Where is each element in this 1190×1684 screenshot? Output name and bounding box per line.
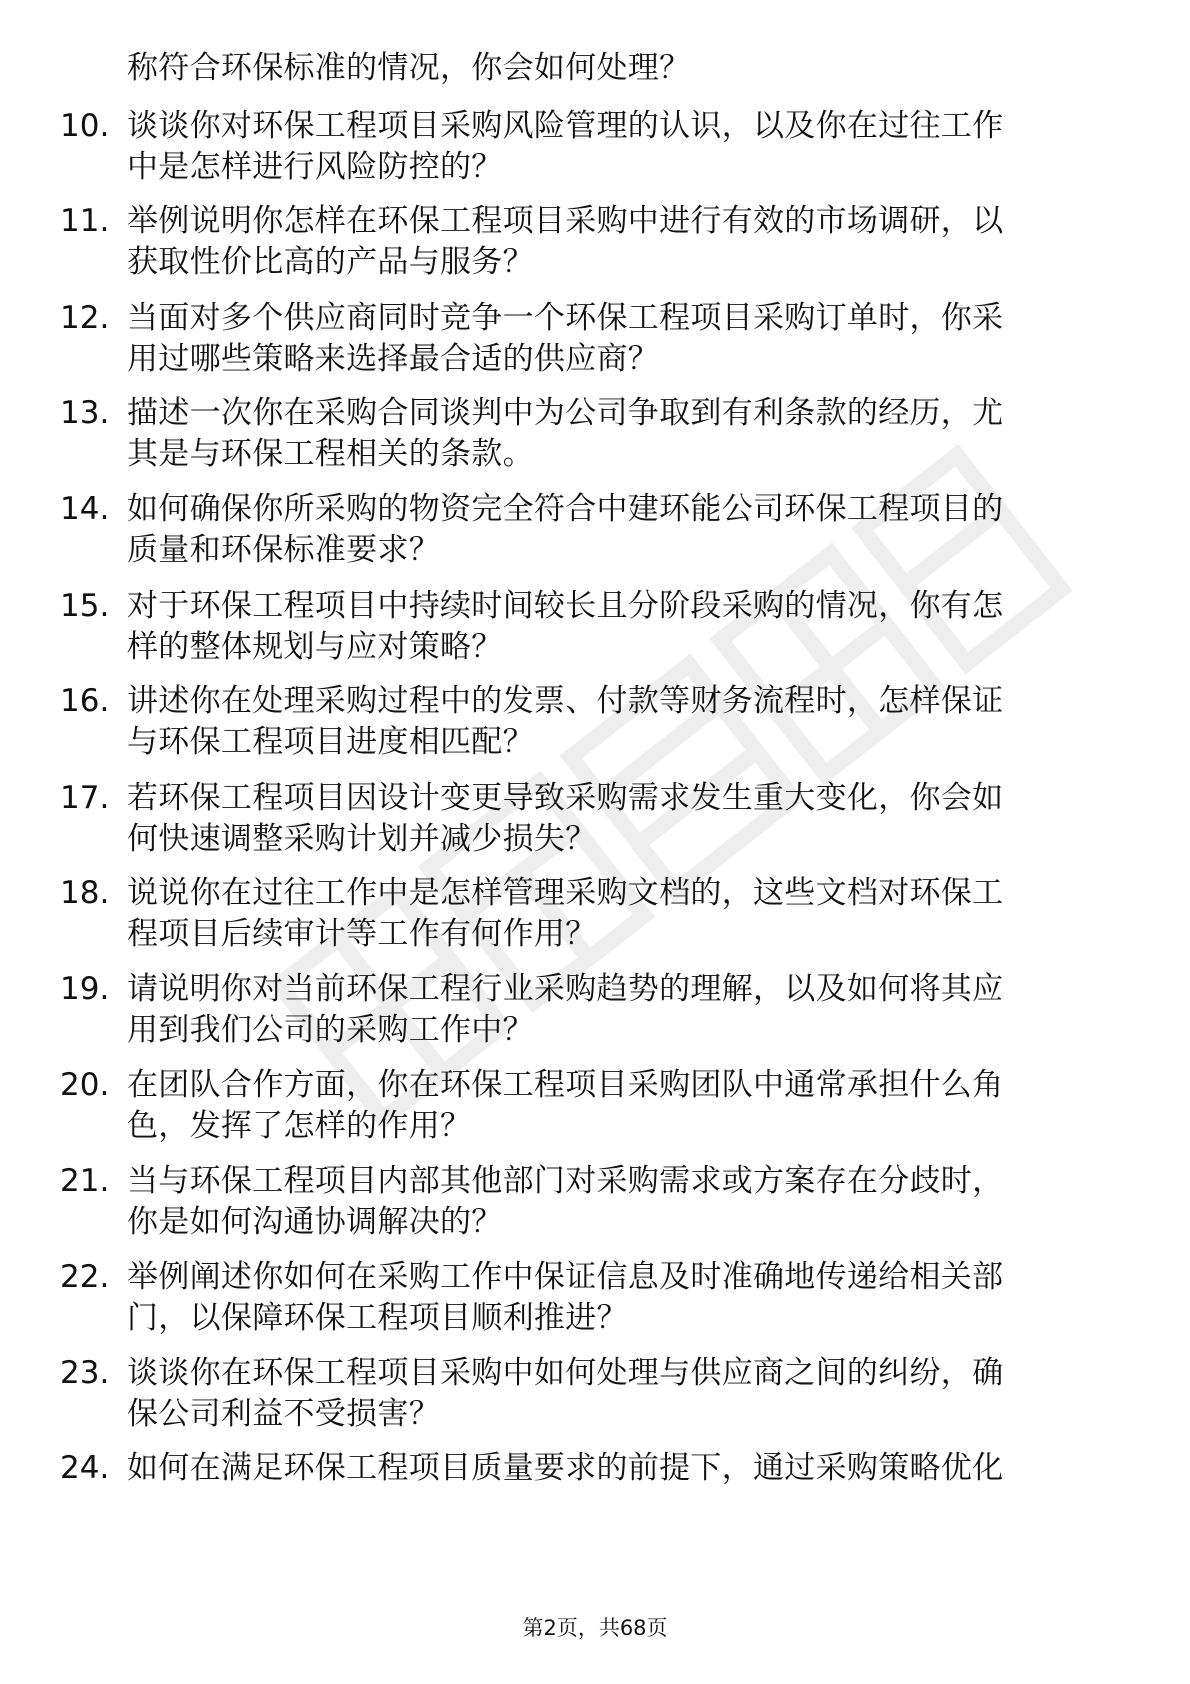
question-text-line: 用过哪些策略来选择最合适的供应商？ [127, 341, 660, 377]
question-text-line: 程项目后续审计等工作有何作用？ [127, 916, 597, 952]
question-text-line: 用到我们公司的采购工作中？ [127, 1012, 534, 1048]
question-text-line: 谈谈你在环保工程项目采购中如何处理与供应商之间的纠纷，确 [127, 1355, 1004, 1391]
question-text-line: 在团队合作方面，你在环保工程项目采购团队中通常承担什么角 [127, 1067, 1004, 1103]
question-number: 15. [60, 588, 110, 624]
question-text-line: 中是怎样进行风险防控的？ [127, 149, 503, 185]
question-text-line: 描述一次你在采购合同谈判中为公司争取到有利条款的经历，尤 [127, 395, 1004, 431]
question-number: 16. [60, 683, 110, 719]
question-text-line: 如何确保你所采购的物资完全符合中建环能公司环保工程项目的 [127, 491, 1004, 527]
question-text-line: 若环保工程项目因设计变更导致采购需求发生重大变化，你会如 [127, 780, 1004, 816]
page-number-footer: 第2页，共68页 [522, 1616, 668, 1640]
question-9-continuation: 称符合环保标准的情况，你会如何处理？ [127, 50, 691, 86]
question-text-line: 门，以保障环保工程项目顺利推进？ [127, 1300, 628, 1336]
question-text-line: 如何在满足环保工程项目质量要求的前提下，通过采购策略优化 [127, 1450, 1004, 1486]
question-number: 20. [60, 1067, 110, 1103]
question-number: 18. [60, 875, 110, 911]
question-number: 17. [60, 780, 110, 816]
question-number: 14. [60, 491, 110, 527]
question-text-line: 质量和环保标准要求？ [127, 532, 440, 568]
question-text-line: 举例说明你怎样在环保工程项目采购中进行有效的市场调研，以 [127, 203, 1004, 239]
question-text-line: 讲述你在处理采购过程中的发票、付款等财务流程时，怎样保证 [127, 683, 1004, 719]
question-number: 13. [60, 395, 110, 431]
question-text-line: 获取性价比高的产品与服务？ [127, 244, 534, 280]
question-text-line: 谈谈你对环保工程项目采购风险管理的认识，以及你在过往工作 [127, 108, 1004, 144]
question-number: 22. [60, 1259, 110, 1295]
question-text-line: 保公司利益不受损害？ [127, 1396, 440, 1432]
question-text-line: 你是如何沟通协调解决的？ [127, 1204, 503, 1240]
question-text-line: 与环保工程项目进度相匹配？ [127, 724, 534, 760]
question-number: 24. [60, 1450, 110, 1486]
question-text-line: 当与环保工程项目内部其他部门对采购需求或方案存在分歧时， [127, 1163, 1004, 1199]
question-number: 10. [60, 108, 110, 144]
question-text-line: 色，发挥了怎样的作用？ [127, 1108, 472, 1144]
question-number: 21. [60, 1163, 110, 1199]
question-text-line: 当面对多个供应商同时竞争一个环保工程项目采购订单时，你采 [127, 300, 1004, 336]
question-text-line: 请说明你对当前环保工程行业采购趋势的理解，以及如何将其应 [127, 971, 1004, 1007]
question-text-line: 其是与环保工程相关的条款。 [127, 436, 534, 472]
question-number: 19. [60, 971, 110, 1007]
question-number: 12. [60, 300, 110, 336]
question-text-line: 样的整体规划与应对策略？ [127, 629, 503, 665]
question-number: 23. [60, 1355, 110, 1391]
question-text-line: 何快速调整采购计划并减少损失？ [127, 821, 597, 857]
question-text-line: 说说你在过往工作中是怎样管理采购文档的，这些文档对环保工 [127, 875, 1004, 911]
question-number: 11. [60, 203, 110, 239]
question-text-line: 对于环保工程项目中持续时间较长且分阶段采购的情况，你有怎 [127, 588, 1004, 624]
question-text-line: 举例阐述你如何在采购工作中保证信息及时准确地传递给相关部 [127, 1259, 1004, 1295]
